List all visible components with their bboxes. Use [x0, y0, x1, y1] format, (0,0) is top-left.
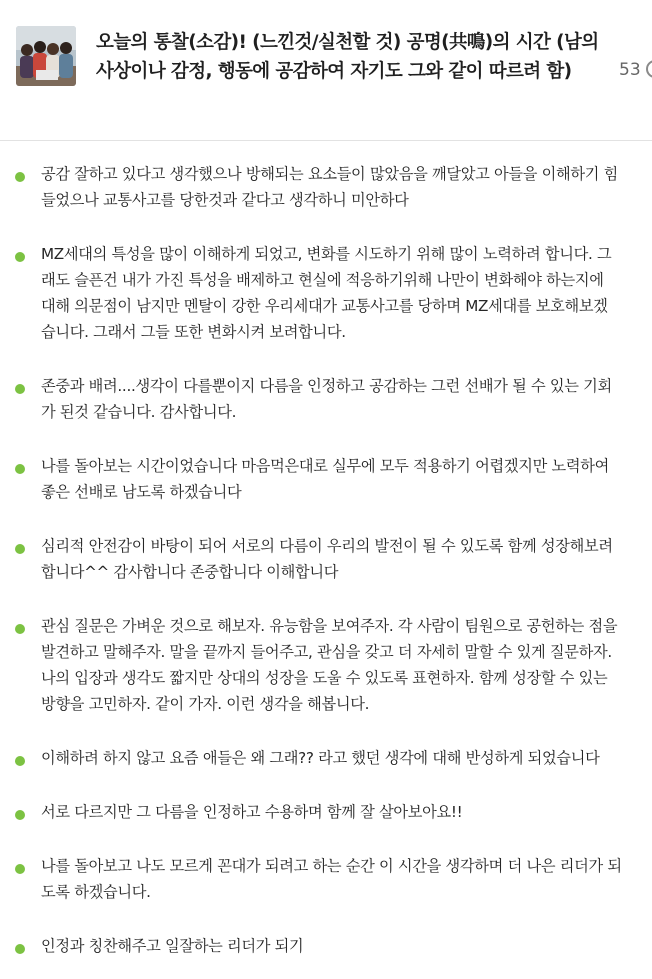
comment-text: 이해하려 하지 않고 요즘 애들은 왜 그래?? 라고 했던 생각에 대해 반성하게 되었습니다	[41, 749, 600, 767]
bullet-icon	[15, 384, 25, 394]
comment-text: 공감 잘하고 있다고 생각했으나 방해되는 요소들이 많았음을 깨달았고 아들을 이해하기 힘들었으나 교통사고를 당한것과 같다고 생각하니 미안하다	[41, 165, 619, 209]
participant-count	[619, 60, 652, 80]
bullet-icon	[15, 756, 25, 766]
comment-item	[0, 853, 652, 905]
bullet-icon	[15, 464, 25, 474]
post-header	[0, 0, 652, 141]
comment-text: 심리적 안전감이 바탕이 되어 서로의 다름이 우리의 발전이 될 수 있도록 함께 성장해보려 합니다^^ 감사합니다 존중합니다 이해합니다	[41, 537, 613, 581]
bullet-icon	[15, 252, 25, 262]
bullet-icon	[15, 624, 25, 634]
comment-item	[0, 161, 652, 213]
bullet-icon	[15, 172, 25, 182]
comment-text: 나를 돌아보는 시간이었습니다 마음먹은대로 실무에 모두 적용하기 어렵겠지만 노력하여 좋은 선배로 남도록 하겠습니다	[41, 457, 609, 501]
comment-text: 서로 다르지만 그 다름을 인정하고 수용하며 함께 잘 살아보아요!!	[41, 803, 463, 821]
comment-text: 인정과 칭찬해주고 일잘하는 리더가 되기	[41, 937, 304, 955]
bullet-icon	[15, 944, 25, 954]
photo-image	[16, 26, 76, 86]
count-value: 53	[619, 60, 641, 80]
partial-circle-icon	[646, 60, 652, 78]
comment-item	[0, 933, 652, 959]
post-title: 오늘의 통찰(소감)! (느낀것/실천할 것) 공명(共鳴)의 시간 (남의 사상이나 감정, 행동에 공감하여 자기도 그와 같이 따르려 함)	[96, 32, 599, 82]
bullet-icon	[15, 810, 25, 820]
comment-text: 나를 돌아보고 나도 모르게 꼰대가 되려고 하는 순간 이 시간을 생각하며 더 나은 리더가 되도록 하겠습니다.	[41, 857, 622, 901]
comment-list	[0, 141, 652, 959]
comment-text: MZ세대의 특성을 많이 이해하게 되었고, 변화를 시도하기 위해 많이 노력하려 합니다. 그래도 슬픈건 내가 가진 특성을 배제하고 현실에 적응하기위해 나만이 변화해야 하는지에 대해 의문점이 남지만 멘탈이 강한 우리세대가 교통사고를 당하며 MZ세대를 보호해보겠습니다. 그래서 그들 또한 변화시켜 보려합니다.	[41, 245, 612, 341]
comment-text: 존중과 배려....생각이 다를뿐이지 다름을 인정하고 공감하는 그런 선배가 될 수 있는 기회가 된것 같습니다. 감사합니다.	[41, 377, 612, 421]
comment-text: 관심 질문은 가벼운 것으로 해보자. 유능함을 보여주자. 각 사람이 팀원으로 공헌하는 점을 발견하고 말해주자. 말을 끝까지 들어주고, 관심을 갖고 더 자세히 말할 수 있게 질문하자. 나의 입장과 생각도 짧지만 상대의 성장을 도울 수 있도록 표현하자. 함께 성장할 수 있는 방향을 고민하자. 같이 가자. 이런 생각을 해봅니다.	[41, 617, 618, 713]
comment-item	[0, 373, 652, 425]
comment-item	[0, 613, 652, 717]
comment-item	[0, 799, 652, 825]
group-photo-thumbnail[interactable]	[16, 26, 76, 86]
bullet-icon	[15, 864, 25, 874]
comment-item	[0, 453, 652, 505]
comment-item	[0, 241, 652, 345]
comment-item	[0, 745, 652, 771]
bullet-icon	[15, 544, 25, 554]
comment-item	[0, 533, 652, 585]
